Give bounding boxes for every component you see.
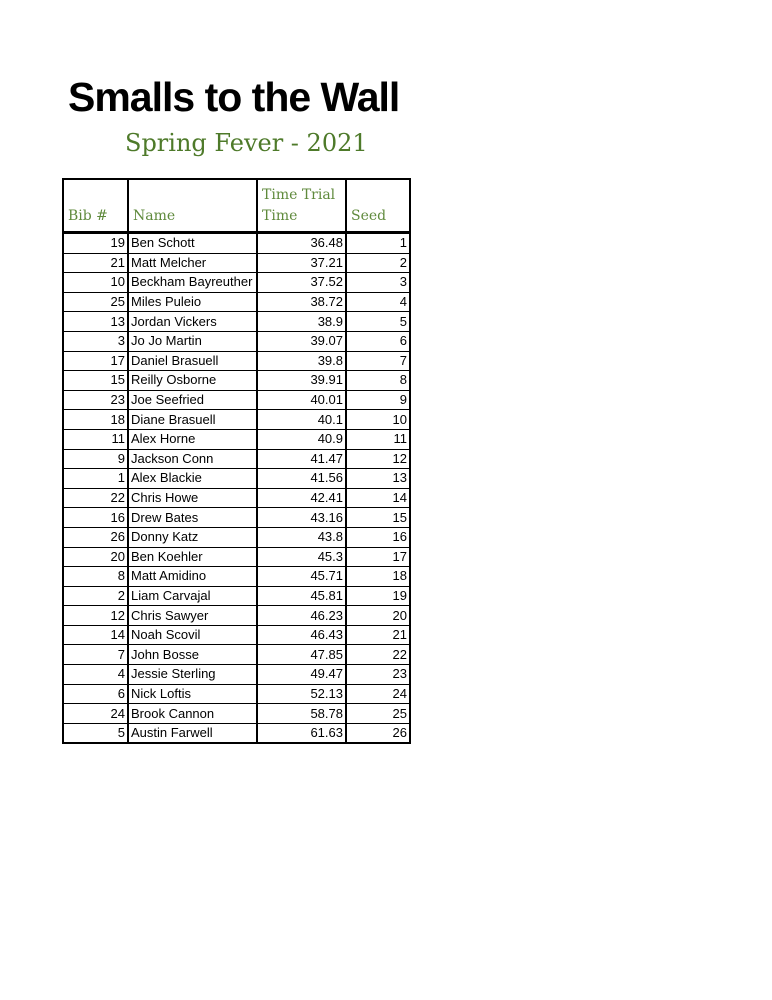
- table-row: [63, 625, 410, 645]
- name-cell: Drew Bates: [128, 508, 257, 528]
- seed-cell: 1: [346, 233, 410, 254]
- seed-cell: 22: [346, 645, 410, 665]
- bib-cell: 19: [63, 233, 128, 254]
- table-row: [63, 449, 410, 469]
- table-row: [63, 469, 410, 489]
- bib-cell: 4: [63, 665, 128, 685]
- name-cell: Austin Farwell: [128, 723, 257, 743]
- seed-cell: 6: [346, 331, 410, 351]
- name-cell: Noah Scovil: [128, 625, 257, 645]
- table-row: [63, 371, 410, 391]
- seed-cell: 24: [346, 684, 410, 704]
- name-cell: Beckham Bayreuther: [128, 273, 257, 293]
- bib-cell: 3: [63, 331, 128, 351]
- time-cell: 40.9: [257, 429, 346, 449]
- name-cell: Daniel Brasuell: [128, 351, 257, 371]
- time-cell: 38.9: [257, 312, 346, 332]
- bib-cell: 25: [63, 292, 128, 312]
- table-row: [63, 429, 410, 449]
- time-cell: 49.47: [257, 665, 346, 685]
- bib-cell: 21: [63, 253, 128, 273]
- name-cell: Reilly Osborne: [128, 371, 257, 391]
- time-cell: 41.56: [257, 469, 346, 489]
- event-subtitle: Spring Fever - 2021: [125, 129, 368, 157]
- table-row: [63, 273, 410, 293]
- table-row: [63, 704, 410, 724]
- time-cell: 40.1: [257, 410, 346, 430]
- name-cell: Chris Howe: [128, 488, 257, 508]
- time-cell: 43.8: [257, 527, 346, 547]
- seed-cell: 7: [346, 351, 410, 371]
- time-cell: 61.63: [257, 723, 346, 743]
- seed-cell: 26: [346, 723, 410, 743]
- time-cell: 46.43: [257, 625, 346, 645]
- seed-cell: 12: [346, 449, 410, 469]
- table-row: [63, 233, 410, 254]
- column-header-bib: Bib #: [63, 179, 128, 233]
- time-cell: 39.91: [257, 371, 346, 391]
- seed-cell: 16: [346, 527, 410, 547]
- name-cell: Alex Blackie: [128, 469, 257, 489]
- time-cell: 37.21: [257, 253, 346, 273]
- seed-cell: 11: [346, 429, 410, 449]
- name-cell: Nick Loftis: [128, 684, 257, 704]
- time-cell: 45.81: [257, 586, 346, 606]
- table-row: [63, 567, 410, 587]
- name-cell: Donny Katz: [128, 527, 257, 547]
- table-header-row: [63, 179, 410, 233]
- bib-cell: 17: [63, 351, 128, 371]
- bib-cell: 1: [63, 469, 128, 489]
- bib-cell: 15: [63, 371, 128, 391]
- time-cell: 43.16: [257, 508, 346, 528]
- column-header-name: Name: [128, 179, 257, 233]
- time-cell: 42.41: [257, 488, 346, 508]
- name-cell: Joe Seefried: [128, 390, 257, 410]
- name-cell: Matt Amidino: [128, 567, 257, 587]
- table-row: [63, 390, 410, 410]
- table-row: [63, 684, 410, 704]
- bib-cell: 9: [63, 449, 128, 469]
- seed-cell: 10: [346, 410, 410, 430]
- bib-cell: 26: [63, 527, 128, 547]
- time-cell: 38.72: [257, 292, 346, 312]
- table-row: [63, 351, 410, 371]
- bib-cell: 18: [63, 410, 128, 430]
- seed-cell: 13: [346, 469, 410, 489]
- bib-cell: 2: [63, 586, 128, 606]
- seed-cell: 23: [346, 665, 410, 685]
- bib-cell: 24: [63, 704, 128, 724]
- seed-cell: 17: [346, 547, 410, 567]
- bib-cell: 22: [63, 488, 128, 508]
- seed-cell: 18: [346, 567, 410, 587]
- name-cell: Diane Brasuell: [128, 410, 257, 430]
- time-cell: 52.13: [257, 684, 346, 704]
- seed-cell: 19: [346, 586, 410, 606]
- column-header-seed: Seed: [346, 179, 410, 233]
- time-cell: 45.71: [257, 567, 346, 587]
- table-row: [63, 645, 410, 665]
- table-row: [63, 312, 410, 332]
- name-cell: Liam Carvajal: [128, 586, 257, 606]
- name-cell: Miles Puleio: [128, 292, 257, 312]
- bib-cell: 23: [63, 390, 128, 410]
- table-row: [63, 331, 410, 351]
- name-cell: Jo Jo Martin: [128, 331, 257, 351]
- time-cell: 40.01: [257, 390, 346, 410]
- time-cell: 37.52: [257, 273, 346, 293]
- time-cell: 36.48: [257, 233, 346, 254]
- name-cell: Brook Cannon: [128, 704, 257, 724]
- name-cell: Jessie Sterling: [128, 665, 257, 685]
- bib-cell: 7: [63, 645, 128, 665]
- seed-cell: 15: [346, 508, 410, 528]
- page-title: Smalls to the Wall: [68, 74, 400, 120]
- bib-cell: 11: [63, 429, 128, 449]
- name-cell: Alex Horne: [128, 429, 257, 449]
- seed-cell: 21: [346, 625, 410, 645]
- time-cell: 58.78: [257, 704, 346, 724]
- seed-cell: 25: [346, 704, 410, 724]
- time-cell: 45.3: [257, 547, 346, 567]
- name-cell: John Bosse: [128, 645, 257, 665]
- seed-cell: 8: [346, 371, 410, 391]
- name-cell: Ben Schott: [128, 233, 257, 254]
- bib-cell: 12: [63, 606, 128, 626]
- table-row: [63, 723, 410, 743]
- seed-cell: 14: [346, 488, 410, 508]
- table-row: [63, 410, 410, 430]
- table-row: [63, 586, 410, 606]
- name-cell: Chris Sawyer: [128, 606, 257, 626]
- bib-cell: 6: [63, 684, 128, 704]
- bib-cell: 8: [63, 567, 128, 587]
- time-cell: 39.8: [257, 351, 346, 371]
- name-cell: Jackson Conn: [128, 449, 257, 469]
- bib-cell: 5: [63, 723, 128, 743]
- table-row: [63, 527, 410, 547]
- table-row: [63, 665, 410, 685]
- name-cell: Matt Melcher: [128, 253, 257, 273]
- table-row: [63, 292, 410, 312]
- bib-cell: 13: [63, 312, 128, 332]
- column-header-time: Time Trial Time: [257, 179, 346, 233]
- table-row: [63, 253, 410, 273]
- bib-cell: 14: [63, 625, 128, 645]
- seed-cell: 4: [346, 292, 410, 312]
- seed-cell: 9: [346, 390, 410, 410]
- table-row: [63, 508, 410, 528]
- time-cell: 39.07: [257, 331, 346, 351]
- name-cell: Ben Koehler: [128, 547, 257, 567]
- bib-cell: 16: [63, 508, 128, 528]
- table-row: [63, 488, 410, 508]
- seed-cell: 2: [346, 253, 410, 273]
- seed-cell: 5: [346, 312, 410, 332]
- seed-cell: 20: [346, 606, 410, 626]
- table-row: [63, 606, 410, 626]
- table-row: [63, 547, 410, 567]
- name-cell: Jordan Vickers: [128, 312, 257, 332]
- seed-cell: 3: [346, 273, 410, 293]
- time-cell: 46.23: [257, 606, 346, 626]
- bib-cell: 10: [63, 273, 128, 293]
- time-cell: 47.85: [257, 645, 346, 665]
- seeding-table: [62, 178, 411, 744]
- bib-cell: 20: [63, 547, 128, 567]
- time-cell: 41.47: [257, 449, 346, 469]
